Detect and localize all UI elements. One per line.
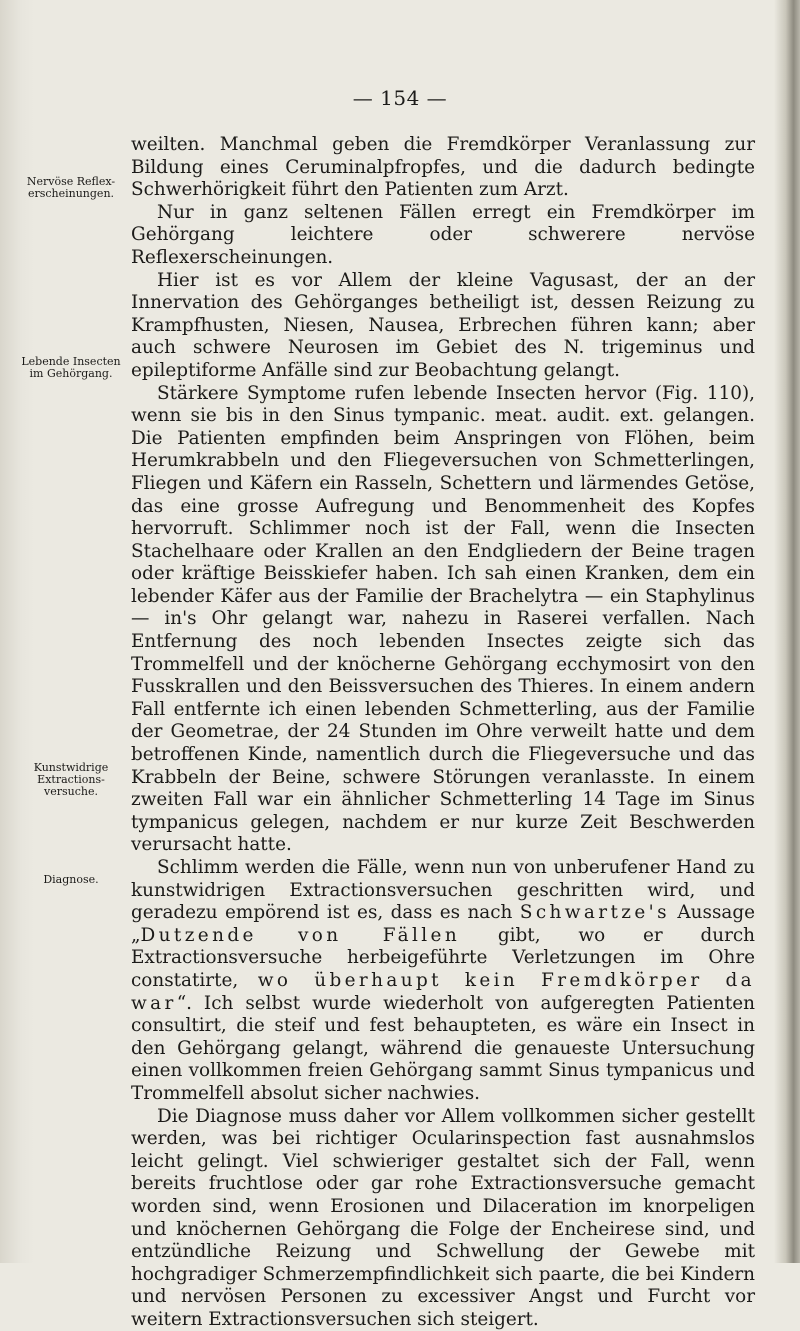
text-span: Aussage „ xyxy=(131,902,756,946)
paragraph-vagusast: Hier ist es vor Allem der kleine Vagusast, der an der Innervation des Gehörganges betheiligt ist, dessen Reizung zu Krampfhusten, Niesen, Nausea, Erbrechen führen kann; aber auch schwere Neurosen im Gebiet des N. trigeminus und epileptiforme Anfälle sind zur Beobachtung gelangt. xyxy=(131,269,755,381)
page-number: — 154 — xyxy=(352,86,448,110)
body-text xyxy=(131,134,755,1331)
emphasis-quote: wo überhaupt kein Fremdkörper da war xyxy=(131,969,755,1014)
margin-note-text: Diagnose. xyxy=(43,873,99,886)
text-span: Schlimm werden die Fälle, wenn nun von unberufener Hand zu kunstwidrigen Extractionsversuchen geschritten wird, und geradezu empörend ist es, dass es nach xyxy=(131,857,755,924)
paragraph-insecten: Stärkere Symptome rufen lebende Insecten hervor (Fig. 110), wenn sie bis in den Sinus tympanic. meat. audit. ext. gelangen. Die Patienten empfinden beim Anspringen von Flöhen, beim Herumkrabbeln und den Fliegeversuchen von Schmetterlingen, Fliegen und Käfern ein Rasseln, Schettern und lärmendes Getöse, das eine grosse Aufregung und Benommenheit des Kopfes hervorruft. Schlimmer noch ist der Fall, wenn die Insecten Stachelhaare oder Krallen an den Endgliedern der Beine tragen oder kräftige Beisskiefer haben. Ich sah einen Kranken, dem ein lebender Käfer aus der Familie der Brachelytra — ein Staphylinus — in's Ohr gelangt war, nahezu in Raserei verfallen. Nach Entfernung des noch lebenden Insectes zeigte sich das Trommelfell und der knöcherne Gehörgang ecchymosirt von den Fusskrallen und den Beissversuchen des Thieres. In einem andern Fall entfernte ich einen lebenden Schmetterling, aus der Familie der Geometrae, der 24 Stunden im Ohre verweilt hatte und dem betroffenen Kinde, namentlich durch die Fliegeversuche und das Krabbeln der Beine, schwere Störungen veranlasste. In einem zweiten Fall war ein ähnlicher Schmetterling 14 Tage im Sinus tympanicus gelegen, nachdem er nur kurze Zeit Beschwerden verursacht hatte. xyxy=(131,382,755,856)
author-name-schwartze: Schwartze's xyxy=(519,902,670,924)
paragraph-reflex: Nur in ganz seltenen Fällen erregt ein Fremdkörper im Gehörgang leichtere oder schwerere nervöse Reflexerscheinungen. xyxy=(131,201,755,268)
margin-note-diagnose xyxy=(16,874,126,886)
book-spine-edge xyxy=(774,0,800,1263)
paragraph-extractionsversuche xyxy=(131,857,755,1106)
margin-note-kunstwidrige-extractionsversuche xyxy=(16,762,126,798)
text-span: “. Ich selbst wurde wiederholt von aufgeregten Patienten consultirt, die steif und fest behaupteten, es wäre ein Insect in den Gehörgang gelangt, während die genaueste Untersuchung einen vollkommen freien Gehörgang sammt Sinus tympanicus und Trommelfell absolut sicher nachwies. xyxy=(131,992,755,1104)
margin-note-text: Lebende Insecten im Gehörgang. xyxy=(21,355,121,380)
margin-note-text: Kunstwidrige Extractions- versuche. xyxy=(33,761,109,798)
paragraph-diagnose: Die Diagnose muss daher vor Allem vollkommen sicher gestellt werden, was bei richtiger Ocularinspection fast ausnahmslos leicht gelingt. Viel schwieriger gestaltet sich der Fall, wenn bereits fruchtlose oder gar rohe Extractionsversuche gemacht worden sind, wenn Erosionen und Dilaceration im knorpeligen und knöchernen Gehörgang die Folge der Encheirese sind, und entzündliche Reizung und Schwellung der Gewebe mit hochgradiger Schmerzempfindlichkeit sich paarte, die bei Kindern und nervösen Personen zu excessiver Angst und Furcht vor weitern Extractionsversuchen sich steigert. xyxy=(131,1105,755,1330)
emphasis-quote: Dutzende von Fällen xyxy=(140,924,461,946)
paragraph-continuation: weilten. Manchmal geben die Fremdkörper Veranlassung zur Bildung eines Ceruminalpfropfes, und die dadurch bedingte Schwerhörigkeit führt den Patienten zum Arzt. xyxy=(131,134,755,201)
text-span: gibt, wo er durch Extractionsversuche herbeigeführte Verletzungen im Ohre constatirte, xyxy=(131,924,755,991)
margin-note-nervoese-reflexerscheinungen xyxy=(16,176,126,200)
margin-note-text: Nervöse Reflex- erscheinungen. xyxy=(26,175,116,200)
margin-note-lebende-insecten xyxy=(16,356,126,380)
